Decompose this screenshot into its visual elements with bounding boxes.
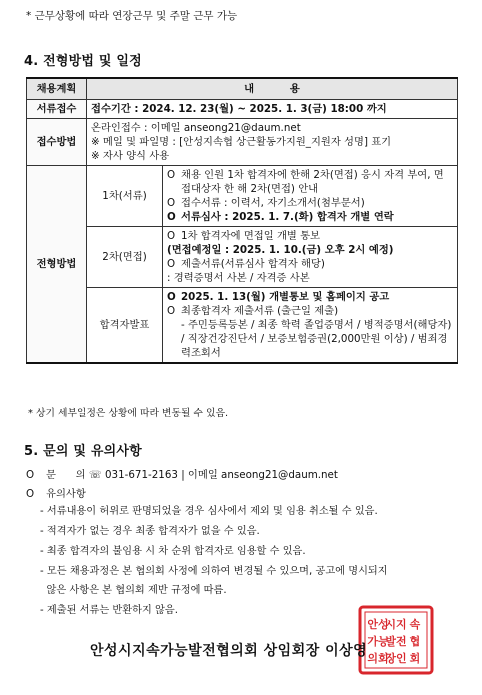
section4-title: 4. 전형방법 및 일정	[24, 54, 142, 69]
svg-text:발전: 발전	[385, 635, 407, 648]
docs-period: 접수기간 : 2024. 12. 23(월) ~ 2025. 1. 3(금) 18:00 까지	[87, 100, 458, 119]
circle-bullet-icon: O	[167, 291, 176, 303]
header-col2: 내 용	[87, 78, 458, 100]
official-seal-stamp	[357, 604, 435, 676]
circle-bullet-icon: O	[167, 197, 176, 209]
method-line-email: 온라인접수 : 이메일 anseong21@daum.net	[91, 122, 301, 134]
second-stage-item: 1차 합격자에 면접일 개별 통보	[181, 230, 321, 242]
final-stage-subitem: - 주민등록등본 / 최종 학력 졸업증명서 / 병적증명서(해당자) / 직장건강진단서 / 보증보험증권(2,000만원 이상) / 범죄경력조회서	[181, 319, 452, 359]
circle-bullet-icon: O	[167, 258, 176, 270]
process-first-row	[27, 166, 458, 227]
circle-bullet-icon: O	[167, 305, 176, 317]
circle-bullet-icon: O	[167, 169, 176, 181]
notice-item: - 최종 합격자의 불임용 시 차 순위 합격자로 임용할 수 있음.	[40, 546, 306, 557]
process-label: 전형방법	[27, 166, 87, 364]
svg-text:가능: 가능	[367, 635, 389, 648]
section5-title: 5. 문의 및 유의사항	[24, 444, 142, 459]
notice-line	[26, 485, 86, 500]
signature-line: 안성시지속가능발전협의회 상임회장 이상영	[90, 643, 368, 659]
svg-text:회: 회	[409, 652, 421, 665]
second-stage-subitem: : 경력증명서 사본 / 자격증 사본	[167, 272, 310, 284]
process-final-row	[27, 288, 458, 364]
method-line-filename: ※ 메일 및 파일명 : [안성지속협 상근활동가지원_지원자 성명] 표기	[91, 136, 392, 148]
second-stage-subitem: (면접예정일 : 2025. 1. 10.(금) 오후 2시 예정)	[167, 244, 394, 256]
second-stage-label: 2차(면접)	[87, 227, 163, 288]
circle-bullet-icon: O	[26, 488, 35, 500]
final-stage-item: 최종합격자 제출서류 (출근일 제출)	[181, 305, 339, 317]
method-label: 접수방법	[27, 119, 87, 166]
final-stage-item: 2025. 1. 13(월) 개별통보 및 홈페이지 공고	[181, 291, 390, 303]
notice-item: - 적격자가 없는 경우 최종 합격자가 없을 수 있음.	[40, 526, 260, 537]
table-header-row	[27, 78, 458, 100]
notice-item: - 서류내용이 허위로 판명되었을 경우 심사에서 제외 및 임용 취소될 수 있음.	[40, 506, 378, 517]
second-stage-item: 제출서류(서류심사 합격자 해당)	[181, 258, 325, 270]
svg-text:장인: 장인	[385, 652, 407, 665]
second-stage-content	[163, 227, 458, 288]
final-stage-label: 합격자발표	[87, 288, 163, 364]
schedule-table	[26, 77, 458, 364]
notice-item: - 제출된 서류는 반환하지 않음.	[40, 605, 178, 616]
method-row	[27, 119, 458, 166]
circle-bullet-icon: O	[167, 211, 176, 223]
notice-label: 유의사항	[46, 488, 86, 500]
top-note: * 근무상황에 따라 연장근무 및 주말 근무 가능	[26, 10, 238, 22]
svg-text:의회: 의회	[367, 652, 389, 665]
circle-bullet-icon: O	[167, 230, 176, 242]
first-stage-item: 접수서류 : 이력서, 자기소개서(첨부문서)	[181, 197, 365, 209]
final-stage-content	[163, 288, 458, 364]
process-second-row	[27, 227, 458, 288]
docs-label: 서류접수	[27, 100, 87, 119]
method-line-form: ※ 자사 양식 사용	[91, 150, 170, 162]
notice-item: 않은 사항은 본 협의회 제반 규정에 따름.	[40, 585, 227, 596]
svg-text:안성: 안성	[367, 618, 389, 631]
first-stage-item: 서류심사 : 2025. 1. 7.(화) 합격자 개별 연락	[181, 211, 394, 223]
first-stage-item: 채용 인원 1차 합격자에 한해 2차(면접) 응시 자격 부여, 면접대상자 한 해 2차(면접) 안내	[181, 169, 444, 195]
header-col1: 채용계획	[27, 78, 87, 100]
docs-row	[27, 100, 458, 119]
notice-item: - 모든 채용과정은 본 협의회 사정에 의하여 변경될 수 있으며, 공고에 명시되지	[40, 566, 388, 577]
circle-bullet-icon: O	[26, 469, 35, 481]
first-stage-label: 1차(서류)	[87, 166, 163, 227]
first-stage-content	[163, 166, 458, 227]
schedule-change-note: * 상기 세부일정은 상황에 따라 변동될 수 있음.	[28, 408, 229, 419]
method-content	[87, 119, 458, 166]
contact-line	[26, 466, 338, 481]
contact-label: 문 의	[46, 469, 86, 481]
svg-text:속: 속	[409, 618, 421, 631]
svg-text:협: 협	[409, 635, 421, 648]
svg-text:시지: 시지	[385, 618, 407, 631]
contact-value: ☏ 031-671-2163 | 이메일 anseong21@daum.net	[88, 469, 338, 481]
